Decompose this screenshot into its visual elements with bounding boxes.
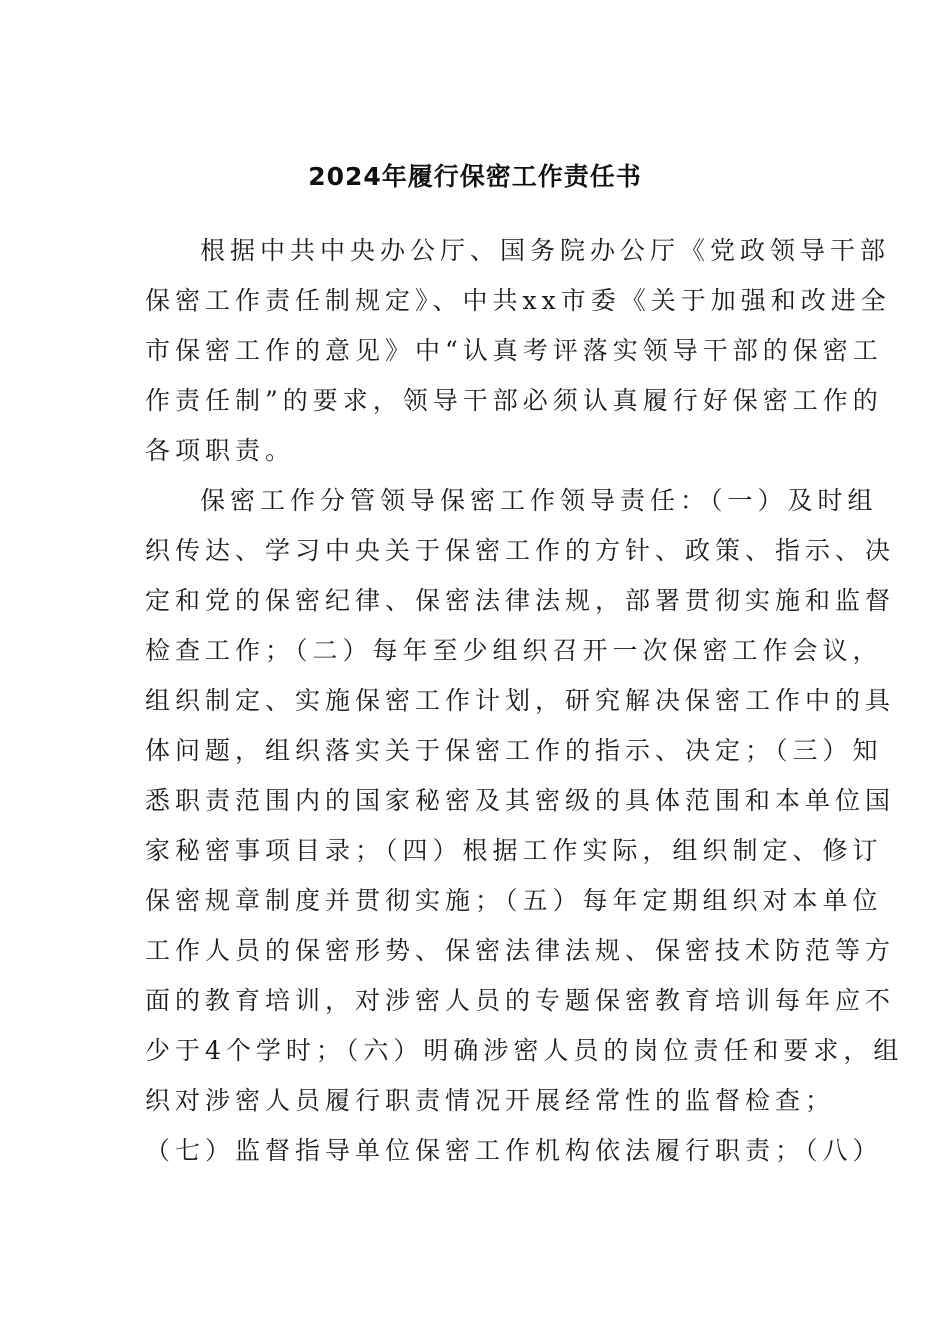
document-body: [145, 232, 904, 1182]
paragraph-2-line: 保密规章制度并贯彻实施；（五）每年定期组织对本单位: [145, 886, 883, 915]
paragraph-2-line: 悉职责范围内的国家秘密及其密级的具体范围和本单位国: [145, 786, 896, 815]
paragraph-1-line: 作责任制”的要求，领导干部必须认真履行好保密工作的: [145, 386, 883, 415]
paragraph-2-line: 检查工作；（二）每年至少组织召开一次保密工作会议，: [145, 636, 883, 665]
paragraph-2-line: 定和党的保密纪律、保密法律法规，部署贯彻实施和监督: [145, 586, 896, 615]
paragraph-2-line: 体问题，组织落实关于保密工作的指示、决定；（三）知: [145, 736, 883, 765]
paragraph-1-line: 根据中共中央办公厅、国务院办公厅《党政领导干部: [200, 236, 891, 265]
paragraph-2-line: 织传达、学习中央关于保密工作的方针、政策、指示、决: [145, 536, 896, 565]
paragraph-2-line: 保密工作分管领导保密工作领导责任：（一）及时组: [200, 486, 878, 515]
paragraph-1-line: 市保密工作的意见》中“认真考评落实领导干部的保密工: [145, 336, 883, 365]
paragraph-2-line: 工作人员的保密形势、保密法律法规、保密技术防范等方: [145, 936, 896, 965]
paragraph-2-line: 织对涉密人员履行职责情况开展经常性的监督检查；: [145, 1086, 836, 1115]
paragraph-2-line: 少于4个学时；（六）明确涉密人员的岗位责任和要求，组: [145, 1036, 904, 1065]
paragraph-1-line: 保密工作责任制规定》、中共xx市委《关于加强和改进全: [145, 286, 891, 315]
paragraph-2-line: 家秘密事项目录；（四）根据工作实际，组织制定、修订: [145, 836, 883, 865]
paragraph-1-line: 各项职责。: [145, 436, 296, 465]
document-title: 2024年履行保密工作责任书: [308, 162, 642, 191]
paragraph-2-line: （七）监督指导单位保密工作机构依法履行职责；（八）: [145, 1136, 883, 1165]
paragraph-2-line: 组织制定、实施保密工作计划，研究解决保密工作中的具: [145, 686, 896, 715]
paragraph-2-line: 面的教育培训，对涉密人员的专题保密教育培训每年应不: [145, 986, 896, 1015]
